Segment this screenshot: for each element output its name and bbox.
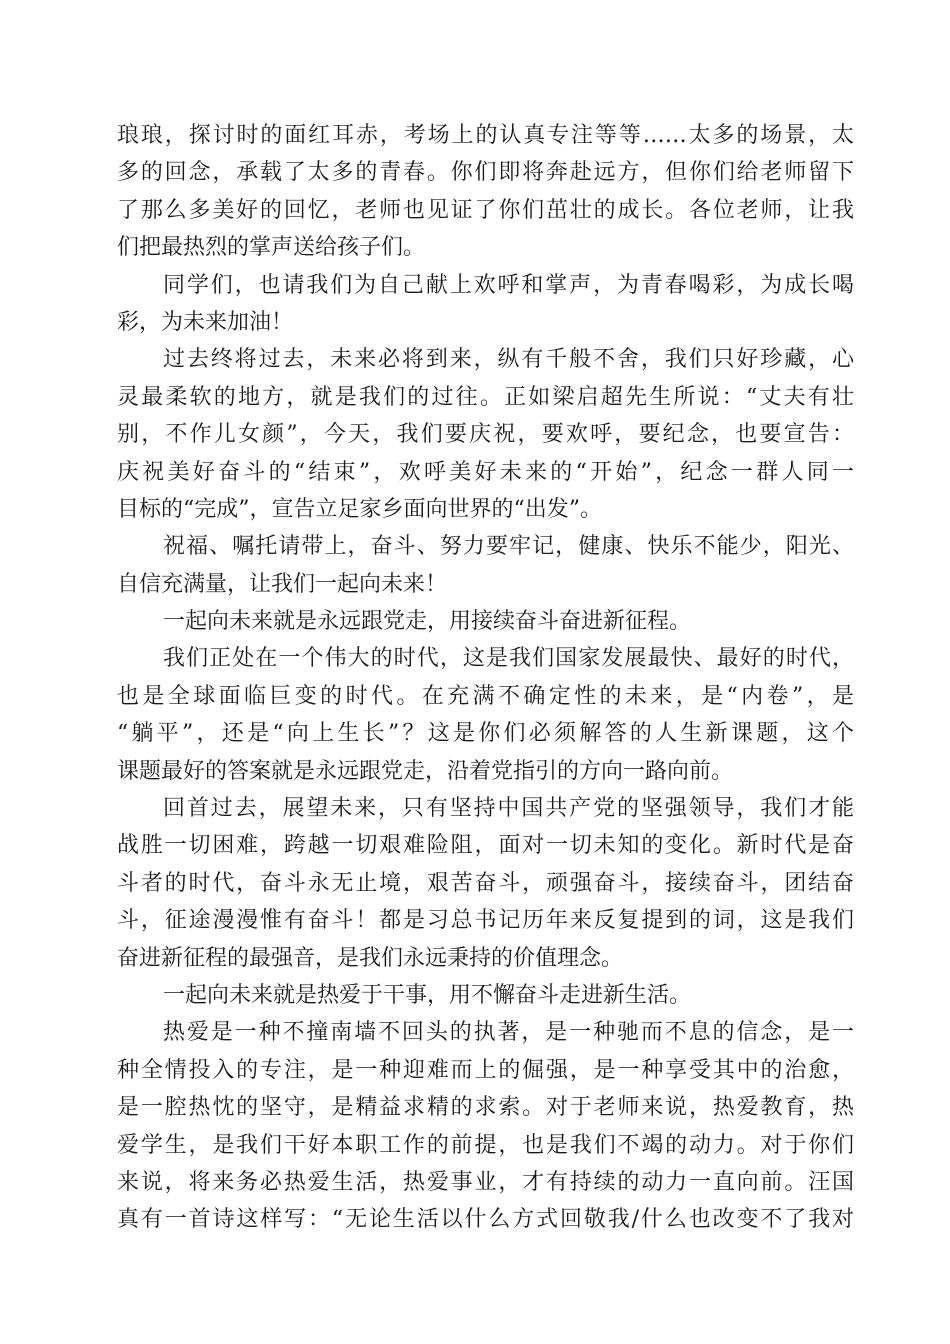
paragraph [117,1014,854,1238]
text-line: 热爱是一种不撞南墙不回头的执著，是一种驰而不息的信念，是一 [163,1020,854,1046]
text-line: 多的回念，承载了太多的青春。你们即将奔赴远方，但你们给老师留下 [117,160,854,186]
text-line: 真有一首诗这样写：“无论生活以什么方式回敬我/什么也改变不了我对 [117,1207,854,1233]
paragraph [117,790,854,977]
paragraph [117,341,854,528]
section-heading-line: 一起向未来就是永远跟党走，用接续奋斗奋进新征程。 [163,609,692,635]
text-line: 爱学生，是我们干好本职工作的前提，也是我们不竭的动力。对于你们 [117,1132,854,1158]
text-line: 过去终将过去，未来必将到来，纵有千般不舍，我们只好珍藏，心 [163,347,854,373]
paragraph [117,117,854,267]
text-line: 同学们，也请我们为自己献上欢呼和掌声，为青春喝彩，为成长喝 [163,272,854,298]
text-line: 斗，征途漫漫惟有奋斗！都是习总书记历年来反复提到的词，这是我们 [117,908,854,934]
text-line: 庆祝美好奋斗的“结束”，欢呼美好未来的“开始”，纪念一群人同一 [117,459,854,485]
text-line: 斗者的时代，奋斗永无止境，艰苦奋斗，顽强奋斗，接续奋斗，团结奋 [117,870,854,896]
paragraph [117,640,854,790]
text-line: 目标的“完成”，宣告立足家乡面向世界的“出发”。 [117,496,602,522]
text-line: 琅琅，探讨时的面红耳赤，考场上的认真专注等等……太多的场景，太 [117,123,854,148]
section-heading-line: 一起向未来就是热爱于干事，用不懈奋斗走进新生活。 [163,982,692,1008]
text-line: 战胜一切困难，跨越一切艰难险阻，面对一切未知的变化。新时代是奋 [117,833,854,859]
document-page [117,117,854,1239]
text-line: 了那么多美好的回忆，老师也见证了你们茁壮的成长。各位老师，让我 [117,197,854,223]
text-line: 课题最好的答案就是永远跟党走，沿着党指引的方向一路向前。 [117,758,734,784]
text-line: 们把最热烈的掌声送给孩子们。 [117,235,426,261]
paragraph [117,528,854,603]
text-line: 别，不作儿女颜”，今天，我们要庆祝，要欢呼，要纪念，也要宣告： [117,422,854,448]
paragraph [117,977,854,1014]
text-line: 彩，为未来加油！ [117,309,294,335]
text-line: 灵最柔软的地方，就是我们的过往。正如梁启超先生所说：“丈夫有壮 [117,384,854,410]
text-line: 回首过去，展望未来，只有坚持中国共产党的坚强领导，我们才能 [163,796,854,822]
paragraph [117,267,854,342]
text-line: 我们正处在一个伟大的时代，这是我们国家发展最快、最好的时代， [163,646,854,672]
text-line: 祝福、嘱托请带上，奋斗、努力要牢记，健康、快乐不能少，阳光、 [163,534,854,560]
paragraph [117,603,854,640]
text-line: 种全情投入的专注，是一种迎难而上的倔强，是一种享受其中的治愈， [117,1057,854,1083]
text-line: 来说，将来务必热爱生活，热爱事业，才有持续的动力一直向前。汪国 [117,1169,854,1195]
text-line: 奋进新征程的最强音，是我们永远秉持的价值理念。 [117,945,624,971]
text-line: 也是全球面临巨变的时代。在充满不确定性的未来，是“内卷”，是 [117,683,854,709]
text-line: 是一腔热忱的坚守，是精益求精的求索。对于老师来说，热爱教育，热 [117,1095,854,1121]
text-line: “躺平”，还是“向上生长”？这是你们必须解答的人生新课题，这个 [117,721,854,747]
text-line: 自信充满量，让我们一起向未来！ [117,571,448,597]
